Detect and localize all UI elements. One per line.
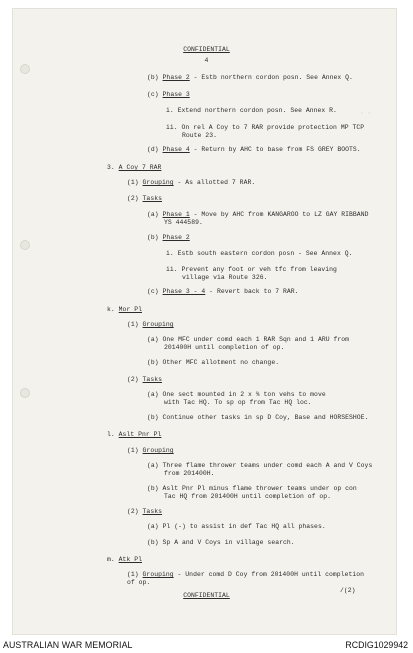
para-3-task-b-i: i. Estb south eastern cordon posn - See Annex Q. xyxy=(166,250,353,257)
para-k-task-a-cont: with Tac HQ. To sp op from Tac HQ loc. xyxy=(164,399,312,406)
item-c: (c) Phase 3 xyxy=(147,91,190,98)
para-k-tasks: (2) Tasks xyxy=(127,376,162,383)
para-3-task-a: (a) Phase 1 - Move by AHC from KANGAROO to LZ GAY RIBBAND xyxy=(147,211,369,218)
para-k-group-a: (a) One MFC under comd each 1 RAR Sqn and 1 ARU from xyxy=(147,336,350,343)
page-number: 4 xyxy=(204,57,209,64)
para-3-heading: 3. A Coy 7 RAR xyxy=(107,164,162,171)
para-l-task-a: (a) Pl (-) to assist in def Tac HQ all phases. xyxy=(147,523,326,530)
para-3-tasks: (2) Tasks xyxy=(127,195,162,202)
para-l-heading: l. Aslt Pnr Pl xyxy=(107,431,162,438)
para-3-task-c: (c) Phase 3 - 4 - Revert back to 7 RAR. xyxy=(147,288,299,295)
item-b: (b) Phase 2 - Estb northern cordon posn. See Annex Q. xyxy=(147,74,353,81)
para-l-grouping: (1) Grouping xyxy=(127,447,174,454)
para-m-grouping-cont: of op. xyxy=(127,579,151,586)
para-m-heading: m. Atk Pl xyxy=(107,556,142,563)
continuation-marker: /(2) xyxy=(340,587,356,594)
para-k-grouping: (1) Grouping xyxy=(127,321,174,328)
para-m-grouping: (1) Grouping - Under comd D Coy from 201400H until completion xyxy=(127,571,365,578)
item-c-ii: ii. On rel A Coy to 7 RAR provide protection MP TCP xyxy=(166,124,365,131)
para-k-task-b: (b) Continue other tasks in sp D Coy, Base and HORSESHOE. xyxy=(147,414,369,421)
item-c-ii-cont: Route 23. xyxy=(182,132,217,139)
archive-footer-bar xyxy=(0,637,413,653)
classification-footer: CONFIDENTIAL xyxy=(183,592,230,599)
para-l-task-b: (b) Sp A and V Coys in village search. xyxy=(147,539,295,546)
classification-header: CONFIDENTIAL xyxy=(183,46,230,53)
para-3-task-b-ii-cont: village via Route 326. xyxy=(182,274,268,281)
paper-specks: · · xyxy=(360,110,371,117)
para-l-group-b: (b) Aslt Pnr Pl minus flame thrower teams under op con xyxy=(147,485,357,492)
punch-hole xyxy=(20,388,30,398)
record-id: RCDIG1029942 xyxy=(345,640,408,650)
para-3-task-a-cont: YS 444589. xyxy=(164,219,203,226)
para-3-task-b: (b) Phase 2 xyxy=(147,234,190,241)
archive-name: AUSTRALIAN WAR MEMORIAL xyxy=(3,640,133,650)
para-3-grouping: (1) Grouping - As allotted 7 RAR. xyxy=(127,179,256,186)
item-d: (d) Phase 4 - Return by AHC to base from FS GREY BOOTS. xyxy=(147,146,361,153)
para-k-group-a-cont: 201400H until completion of op. xyxy=(164,344,285,351)
para-l-group-a-cont: from 201400H. xyxy=(164,470,215,477)
para-l-group-a: (a) Three flame thrower teams under comd each A and V Coys xyxy=(147,462,373,469)
para-3-task-b-ii: ii. Prevent any foot or veh tfc from leaving xyxy=(166,266,337,273)
para-l-tasks: (2) Tasks xyxy=(127,508,162,515)
item-c-i: i. Extend northern cordon posn. See Annex R. xyxy=(166,107,337,114)
para-k-heading: k. Mor Pl xyxy=(107,306,142,313)
punch-hole xyxy=(20,240,30,250)
para-l-group-b-cont: Tac HQ from 201400H until completion of op. xyxy=(164,493,332,500)
para-k-task-a: (a) One sect mounted in 2 x ¾ ton vehs to move xyxy=(147,391,326,398)
para-k-group-b: (b) Other MFC allotment no change. xyxy=(147,359,280,366)
punch-hole xyxy=(20,64,30,74)
